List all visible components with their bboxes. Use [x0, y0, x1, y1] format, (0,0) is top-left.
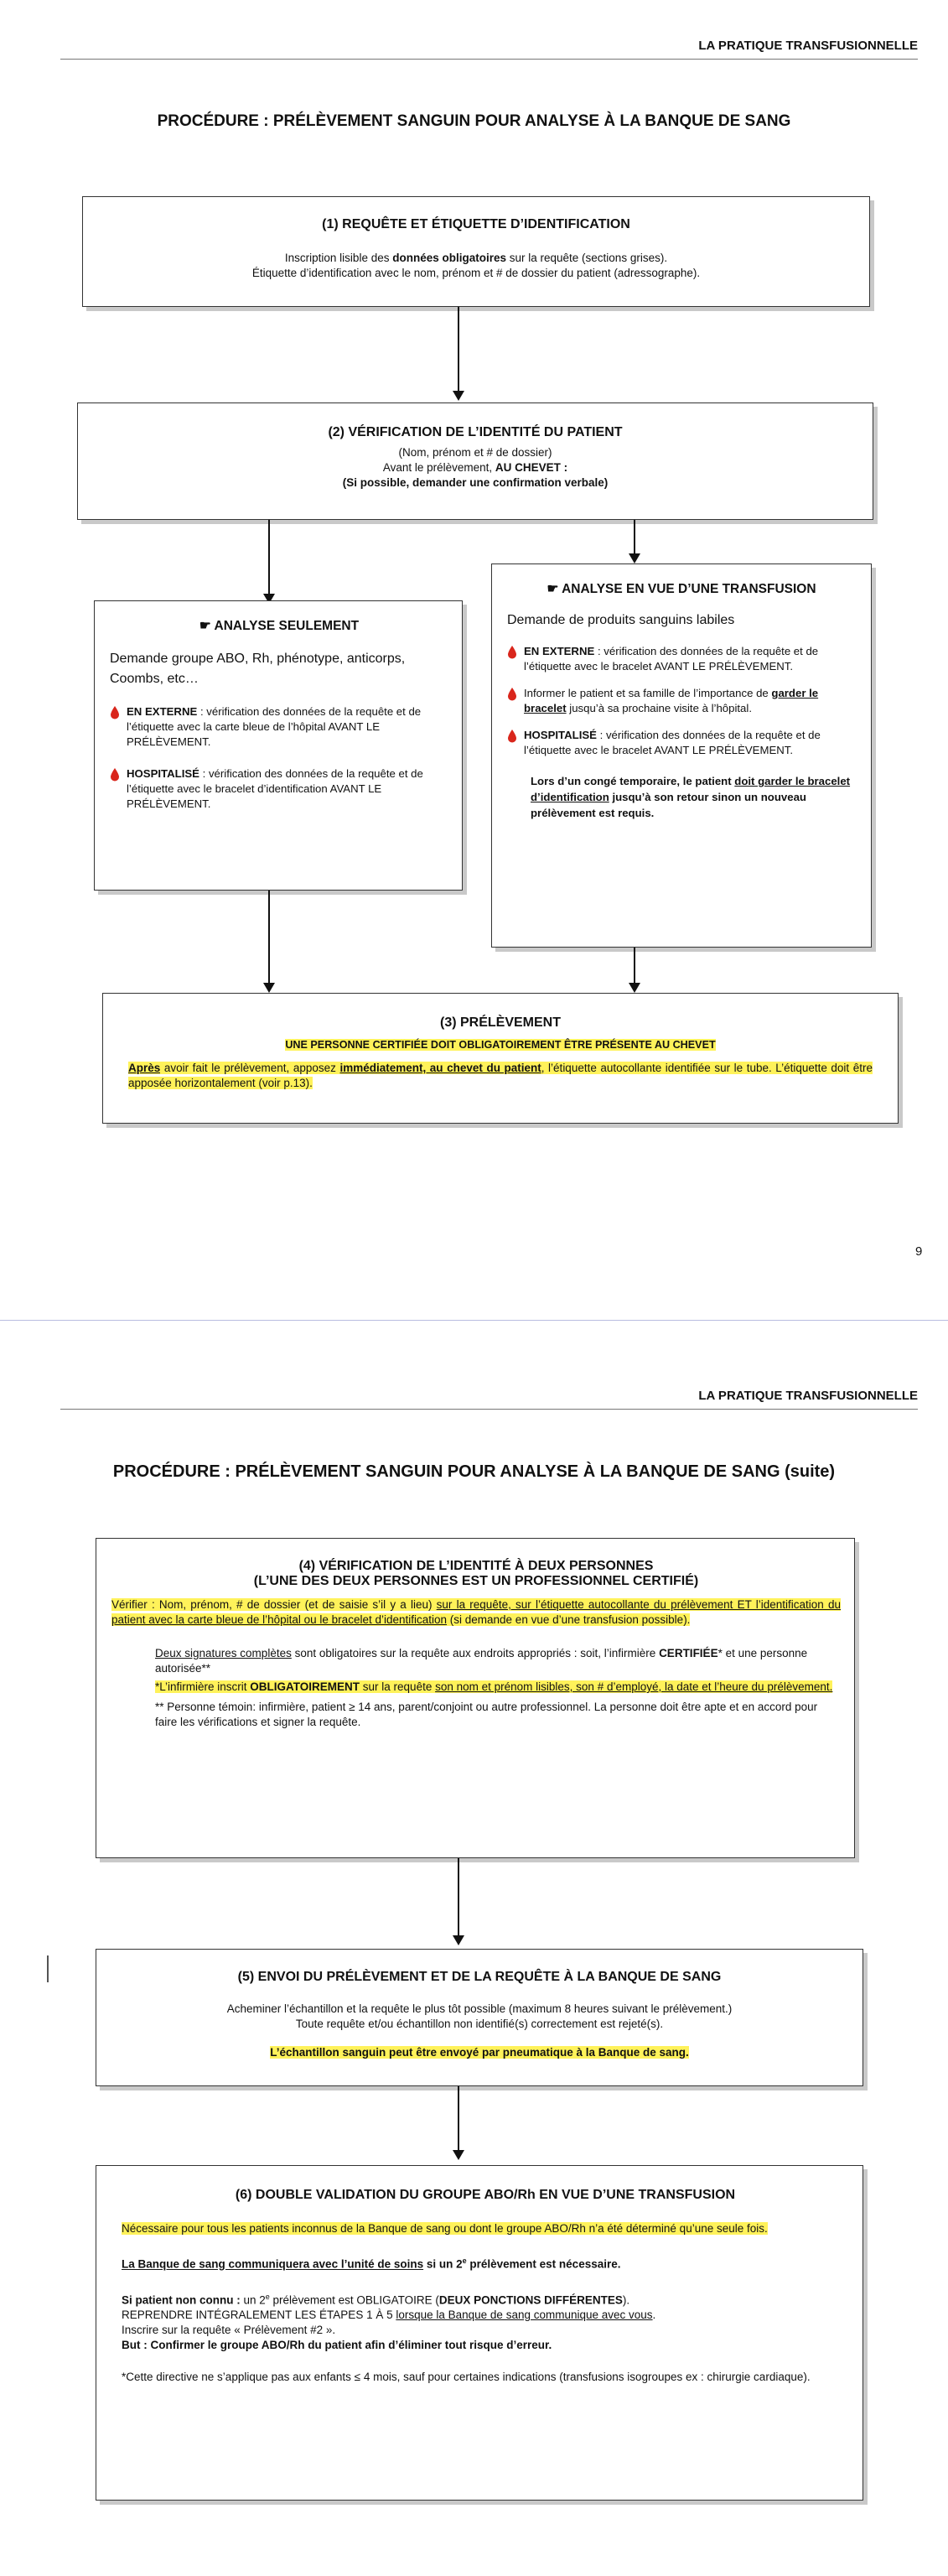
pointing-hand-icon: ☛	[199, 619, 211, 633]
down-arrow-icon	[263, 983, 275, 993]
analyse-seulement-intro: Demande groupe ABO, Rh, phénotype, anticorps, Coombs, etc…	[110, 652, 406, 686]
connector-line	[634, 520, 635, 555]
list-item: Informer le patient et sa famille de l’importance de garder le bracelet jusqu’à sa prochaine visite à l’hôpital.	[507, 686, 856, 716]
blood-drop-icon	[507, 646, 517, 659]
connector-line	[458, 307, 459, 392]
list-item: EN EXTERNE : vérification des données de la requête et de l’étiquette avec le bracelet AVANT LE PRÉLÈVEMENT.	[507, 644, 856, 674]
step6-p6: But : Confirmer le groupe ABO/Rh du patient afin d’éliminer tout risque d’erreur.	[122, 2339, 552, 2351]
down-arrow-icon	[453, 1935, 464, 1945]
step6-box	[96, 2165, 863, 2501]
step4-note-infirmiere: *L’infirmière inscrit OBLIGATOIREMENT sur la requête son nom et prénom lisibles, son # d’employé, la date et l’heure du prélèvement.	[155, 1680, 833, 1693]
step6-p5: Inscrire sur la requête « Prélèvement #2 ».	[122, 2324, 336, 2336]
step6-p4: REPRENDRE INTÉGRALEMENT LES ÉTAPES 1 À 5 lorsque la Banque de sang communique avec vous.	[122, 2309, 656, 2321]
down-arrow-icon	[629, 983, 640, 993]
analyse-seulement-title: ☛ ANALYSE SEULEMENT	[199, 619, 360, 633]
list-item: HOSPITALISÉ : vérification des données de la requête et de l’étiquette avec le bracelet AVANT LE PRÉLÈVEMENT.	[507, 728, 856, 758]
step1-line2: Étiquette d’identification avec le nom, prénom et # de dossier du patient (adressographe).	[251, 267, 701, 279]
step4-box	[96, 1538, 855, 1858]
down-arrow-icon	[453, 2150, 464, 2160]
step4-title: (4) VÉRIFICATION DE L’IDENTITÉ À DEUX PERSONNES	[298, 1559, 654, 1573]
step3-instructions: Après avoir fait le prélèvement, apposez immédiatement, au chevet du patient, l’étiquette autocollante identifiée sur le tube. L’étiquette doit être apposée horizontalement (voir p.13).	[128, 1062, 873, 1089]
analyse-transfusion-intro: Demande de produits sanguins labiles	[507, 613, 735, 627]
page-title: PROCÉDURE : PRÉLÈVEMENT SANGUIN POUR ANALYSE À LA BANQUE DE SANG (suite)	[112, 1462, 836, 1481]
connector-line	[458, 2086, 459, 2152]
step3-title: (3) PRÉLÈVEMENT	[439, 1015, 561, 1030]
page-header: LA PRATIQUE TRANSFUSIONNELLE	[698, 39, 918, 53]
blood-drop-icon	[110, 706, 120, 719]
step5-line1: Acheminer l’échantillon et la requête le plus tôt possible (maximum 8 heures suivant le prélèvement.)	[226, 2002, 733, 2015]
step5-line2: Toute requête et/ou échantillon non identifié(s) correctement est rejeté(s).	[295, 2018, 664, 2030]
connector-line	[268, 891, 270, 984]
analyse-transfusion-title: ☛ ANALYSE EN VUE D’UNE TRANSFUSION	[547, 582, 816, 596]
step2-title: (2) VÉRIFICATION DE L’IDENTITÉ DU PATIENT	[328, 425, 623, 439]
connector-line	[458, 1858, 459, 1937]
header-rule	[60, 59, 918, 60]
step4-signatures: Deux signatures complètes sont obligatoires sur la requête aux endroits appropriés : soit, l’infirmière CERTIFIÉE* et une personne autorisée**	[155, 1647, 808, 1675]
step1-box	[82, 196, 870, 307]
pointing-hand-icon: ☛	[547, 582, 559, 596]
step5-title: (5) ENVOI DU PRÉLÈVEMENT ET DE LA REQUÊTE À LA BANQUE DE SANG	[237, 1970, 722, 1984]
step2-line3: (Si possible, demander une confirmation verbale)	[342, 476, 609, 489]
step1-title: (1) REQUÊTE ET ÉTIQUETTE D’IDENTIFICATION	[322, 217, 630, 231]
page-number: 9	[915, 1244, 923, 1259]
list-item: EN EXTERNE : vérification des données de la requête et de l’étiquette avec la carte bleue de l’hôpital AVANT LE PRÉLÈVEMENT.	[110, 704, 448, 750]
step5-line3: L’échantillon sanguin peut être envoyé par pneumatique à la Banque de sang.	[270, 2046, 689, 2059]
congé-note: Lors d’un congé temporaire, le patient doit garder le bracelet d’identification jusqu’à son retour sinon un nouveau prélèvement est requis.	[531, 775, 851, 819]
step2-line2: Avant le prélèvement, AU CHEVET :	[382, 461, 568, 474]
step3-box	[102, 993, 899, 1124]
list-item: HOSPITALISÉ : vérification des données de la requête et de l’étiquette avec le bracelet d’identification AVANT LE PRÉLÈVEMENT.	[110, 766, 448, 812]
blood-drop-icon	[507, 730, 517, 743]
step6-p2: La Banque de sang communiquera avec l’unité de soins si un 2e prélèvement est nécessaire.	[122, 2257, 621, 2271]
step6-p3: Si patient non connu : un 2e prélèvement est OBLIGATOIRE (DEUX PONCTIONS DIFFÉRENTES).	[122, 2292, 630, 2306]
step6-title: (6) DOUBLE VALIDATION DU GROUPE ABO/Rh EN VUE D’UNE TRANSFUSION	[235, 2188, 736, 2202]
step2-box	[77, 402, 873, 520]
step4-verify: Vérifier : Nom, prénom, # de dossier (et de saisie s’il y a lieu) sur la requête, sur l’étiquette autocollante du prélèvement ET l’identification du patient avec la carte bleue de l’hôpital ou le bracelet d’identification (si demande en vue d’une transfusion possible).	[111, 1598, 841, 1626]
step5-box	[96, 1949, 863, 2086]
step6-p7: *Cette directive ne s’applique pas aux enfants ≤ 4 mois, sauf pour certaines indications (transfusions isogroupes ex : chirurgie cardiaque).	[122, 2371, 811, 2383]
blood-drop-icon	[110, 768, 120, 782]
step2-line1: (Nom, prénom et # de dossier)	[398, 446, 552, 459]
down-arrow-icon	[453, 391, 464, 401]
analyse-seulement-box	[94, 600, 463, 891]
blood-drop-icon	[507, 688, 517, 701]
text-cursor	[47, 1955, 49, 1982]
page-header: LA PRATIQUE TRANSFUSIONNELLE	[698, 1389, 918, 1403]
step4-note-temoin: ** Personne témoin: infirmière, patient ≥ 14 ans, parent/conjoint ou autre professionnel. La personne doit être apte et en accord pour faire les vérifications et signer la requête.	[155, 1701, 818, 1728]
analyse-transfusion-box	[491, 564, 872, 948]
connector-line	[634, 948, 635, 984]
header-rule	[60, 1409, 918, 1410]
page-title: PROCÉDURE : PRÉLÈVEMENT SANGUIN POUR ANALYSE À LA BANQUE DE SANG	[157, 112, 791, 130]
step4-subtitle: (L’UNE DES DEUX PERSONNES EST UN PROFESSIONNEL CERTIFIÉ)	[253, 1574, 699, 1588]
step6-p1: Nécessaire pour tous les patients inconnus de la Banque de sang ou dont le groupe ABO/Rh n’a été déterminé qu’une seule fois.	[122, 2222, 768, 2235]
down-arrow-icon	[629, 553, 640, 564]
step1-line1: Inscription lisible des données obligatoires sur la requête (sections grises).	[284, 252, 668, 264]
page-separator	[0, 1320, 948, 1321]
step3-warning: UNE PERSONNE CERTIFIÉE DOIT OBLIGATOIREMENT ÊTRE PRÉSENTE AU CHEVET	[285, 1039, 716, 1051]
connector-line	[268, 520, 270, 595]
